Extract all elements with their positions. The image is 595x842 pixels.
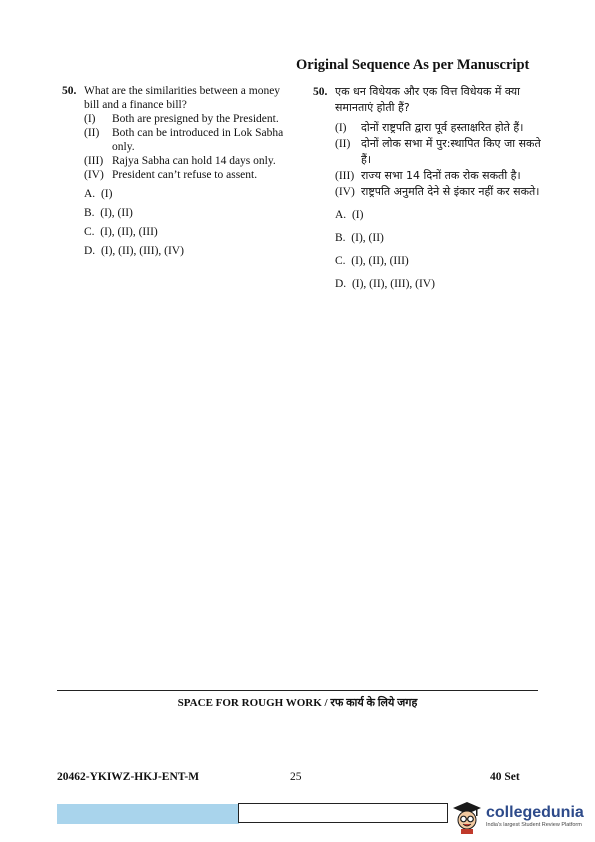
statement-text: Both can be introduced in Lok Sabha only. [112,127,284,153]
option-b [335,230,548,246]
option-label: B. [335,232,346,244]
option-label: C. [335,255,346,267]
statement-text: राष्ट्रपति अनुमति देने से इंकार नहीं कर सकते। [361,185,540,198]
collegedunia-logo [452,796,592,838]
question-english [62,84,287,258]
statement-label: (I) [335,122,347,134]
statement [84,154,287,168]
logo-name: collegedunia [486,804,584,821]
option-label: A. [335,209,347,221]
statement-label: (II) [84,127,100,139]
statement [335,184,548,200]
statement [335,136,548,168]
statement-label: (III) [84,155,104,167]
statement-text: Both are presigned by the President. [112,113,279,125]
statement-text: President can’t refuse to assent. [112,169,258,181]
statement [84,126,287,154]
question-number: 50. [62,85,77,97]
graduate-mascot-icon [452,800,482,834]
statement [84,112,287,126]
option-b [84,206,287,220]
rough-work-divider [57,690,538,691]
option-d [335,276,548,292]
option-label: D. [84,245,96,257]
option-d [84,244,287,258]
option-label: B. [84,207,95,219]
statement-label: (III) [335,170,355,182]
statement-text: राज्य सभा 14 दिनों तक रोक सकती है। [361,169,521,182]
question-text: एक धन विधेयक और एक वित्त विधेयक में क्या समानताएं होती हैं? [335,85,521,114]
statement [335,168,548,184]
question-number: 50. [313,86,328,98]
statement-label: (IV) [84,169,104,181]
page-header: Original Sequence As per Manuscript [296,57,530,73]
option-text: (I), (II) [100,207,133,219]
question-stem [313,84,548,116]
option-label: A. [84,188,96,200]
statement [84,168,287,182]
statement-label: (I) [84,113,96,125]
statement-text: Rajya Sabha can hold 14 days only. [112,155,276,167]
logo-tagline: India's largest Student Review Platform [486,822,582,828]
option-text: (I), (II), (III) [100,226,158,238]
option-text: (I) [100,188,113,200]
option-text: (I), (II) [351,232,384,244]
statement-label: (II) [335,138,351,150]
statement-text: दोनों लोक सभा में पुर:स्थापित किए जा सकते हैं। [361,137,541,166]
option-label: D. [335,278,347,290]
question-hindi [313,84,548,292]
option-a [84,187,287,201]
question-stem [62,84,287,112]
option-text: (I), (II), (III) [351,255,409,267]
option-text: (I), (II), (III), (IV) [351,278,435,290]
statement-label: (IV) [335,186,355,198]
option-text: (I) [351,209,364,221]
question-text: What are the similarities between a money bill and a finance bill? [84,85,281,111]
option-c [335,253,548,269]
footer-color-bar [57,804,239,824]
option-label: C. [84,226,95,238]
paper-code: 20462-YKIWZ-HKJ-ENT-M [57,771,200,783]
footer-box [238,803,448,823]
page-number: 25 [290,771,302,783]
statement [335,120,548,136]
set-label: 40 Set [490,771,520,783]
rough-work-label: SPACE FOR ROUGH WORK / रफ कार्य के लिये जगह [177,697,418,709]
option-text: (I), (II), (III), (IV) [100,245,184,257]
option-c [84,225,287,239]
option-a [335,207,548,223]
statement-text: दोनों राष्ट्रपति द्वारा पूर्व हस्ताक्षरित होते हैं। [361,121,524,134]
